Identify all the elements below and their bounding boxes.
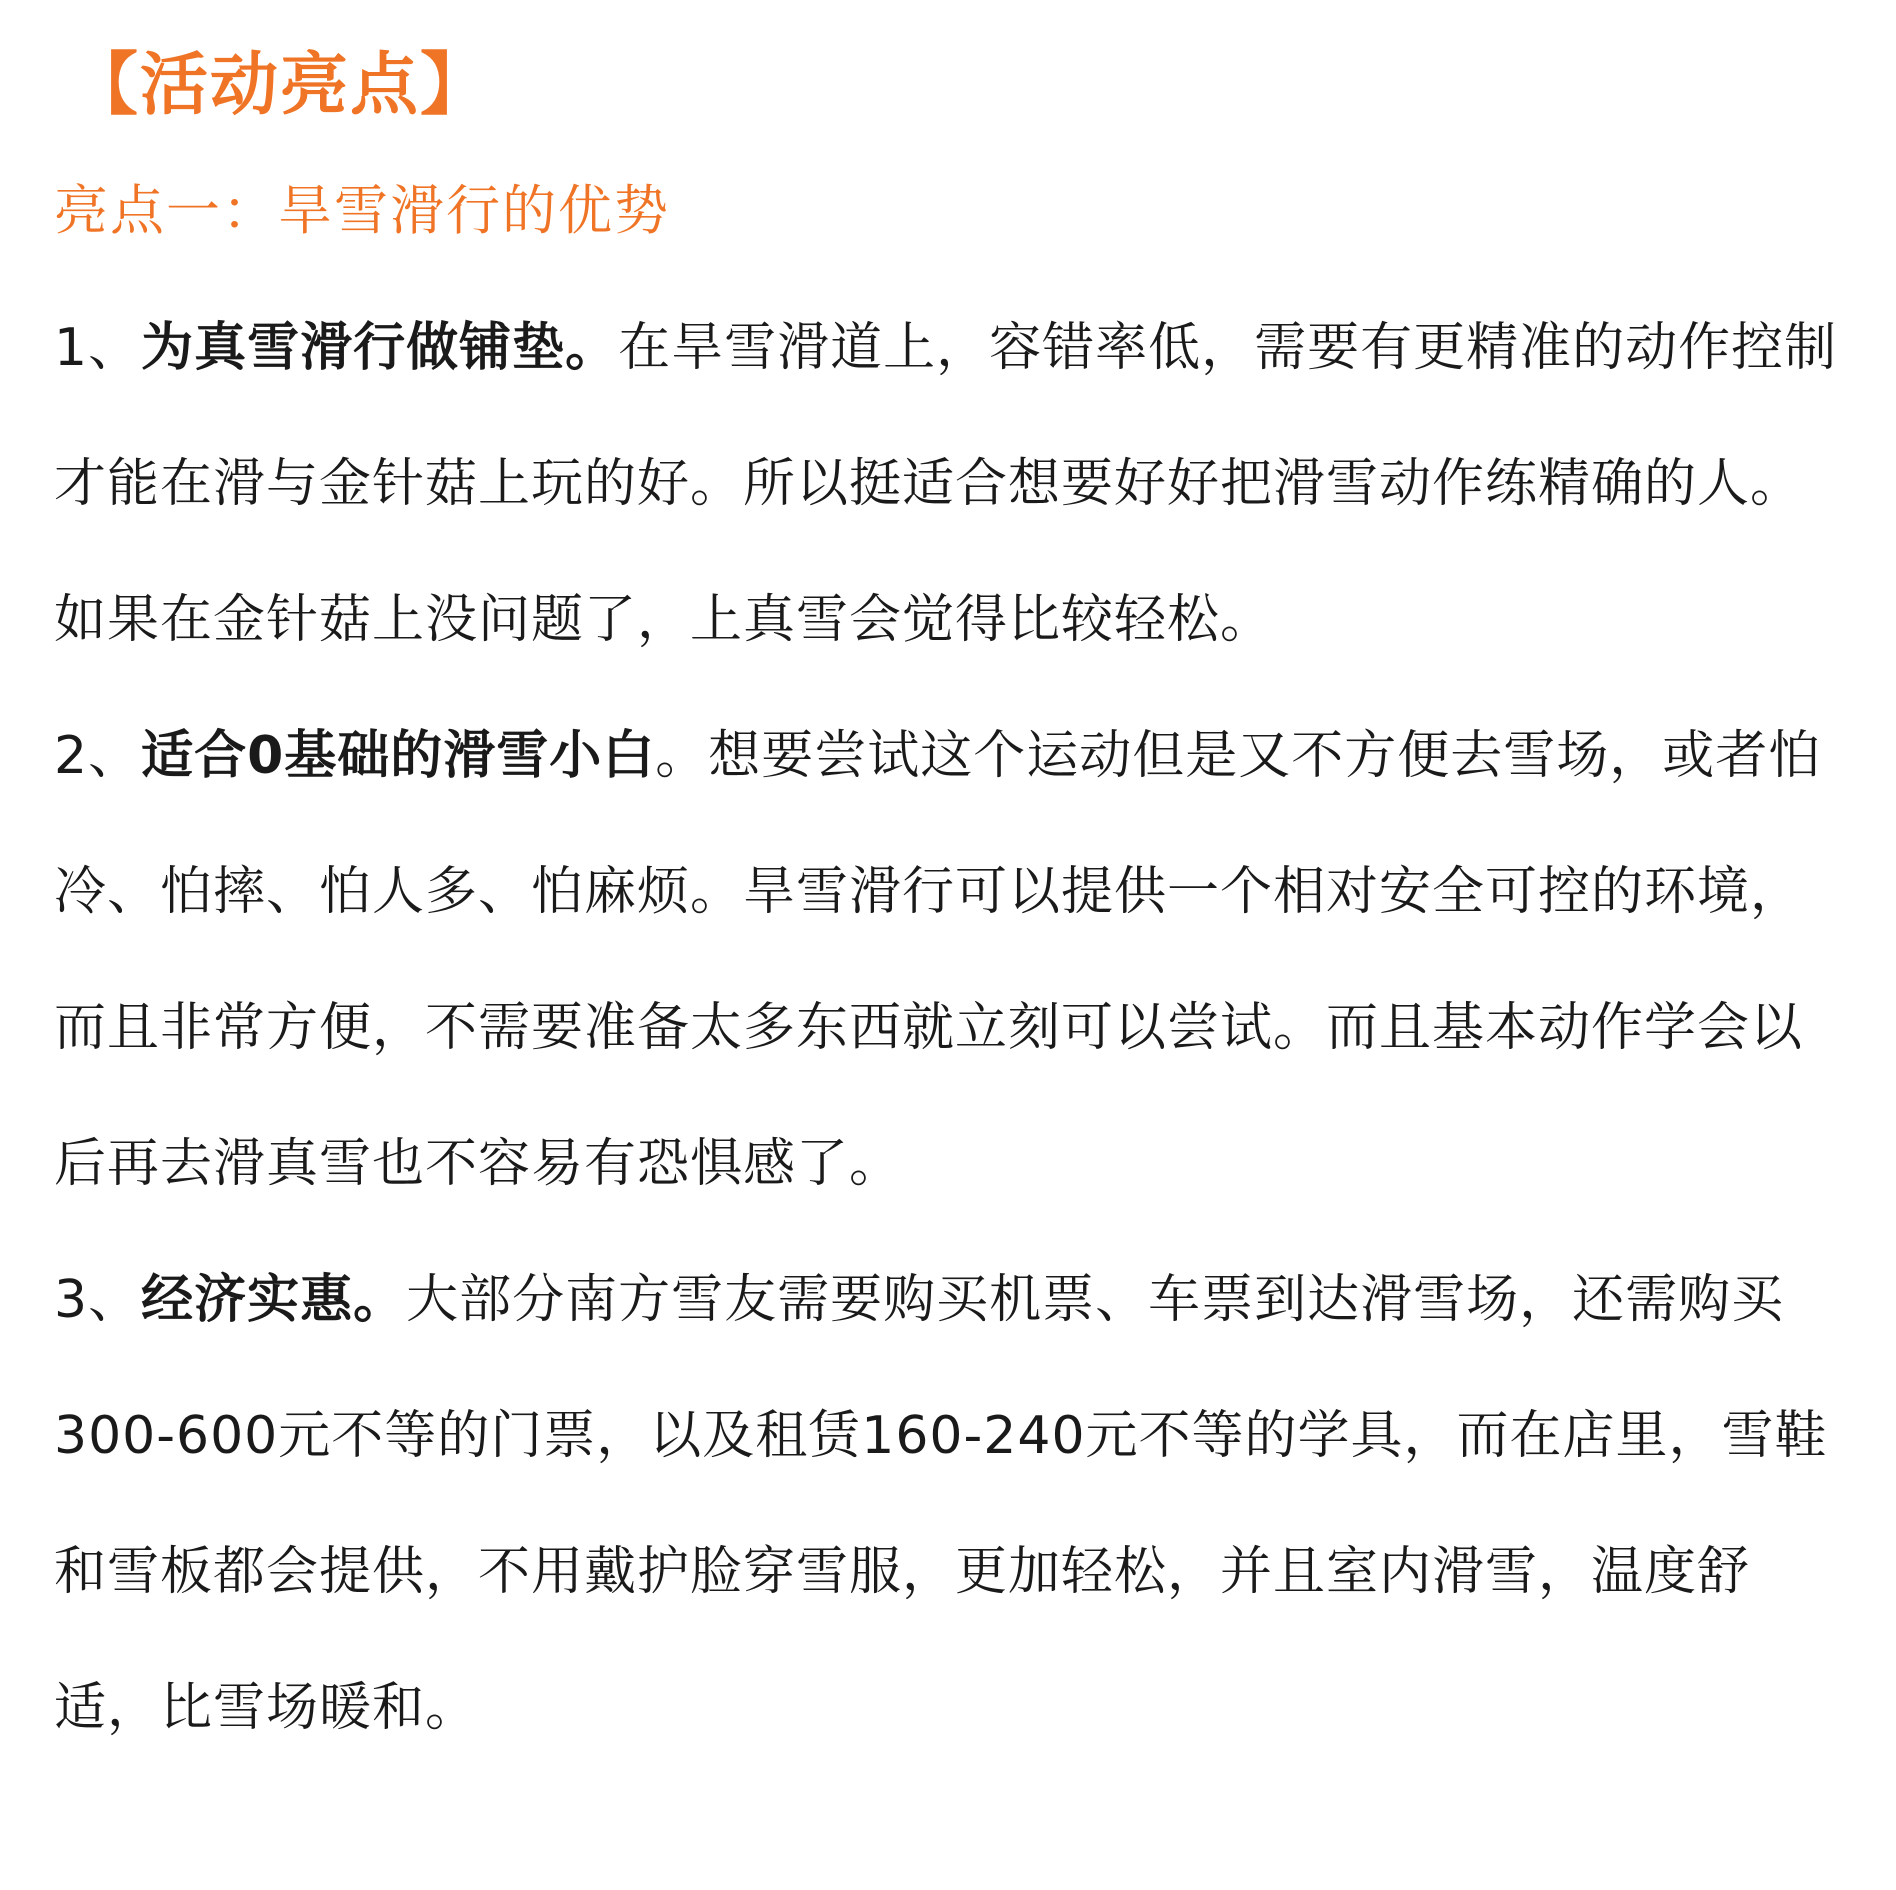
item-number: 1、 xyxy=(54,318,142,378)
item-body: 在旱雪滑道上，容错率低，需要有更精准的动作控制才能在滑与金针菇上玩的好。所以挺适合想要好好把滑雪动作练精确的人。如果在金针菇上没问题了，上真雪会觉得比较轻松。 xyxy=(54,318,1838,650)
section-subtitle: 亮点一：旱雪滑行的优势 xyxy=(54,179,670,242)
item-lead: 适合0基础的滑雪小白 xyxy=(141,726,656,786)
highlight-item-3 xyxy=(54,1232,1854,1776)
highlight-item-1 xyxy=(54,280,1854,688)
item-lead: 经济实惠。 xyxy=(141,1270,407,1330)
item-number: 3、 xyxy=(54,1270,142,1330)
item-body: 大部分南方雪友需要购买机票、车票到达滑雪场，还需购买300-600元不等的门票，以及租赁160-240元不等的学具，而在店里，雪鞋和雪板都会提供，不用戴护脸穿雪服，更加轻松，并且室内滑雪，温度舒适，比雪场暖和。 xyxy=(54,1270,1828,1738)
item-number: 2、 xyxy=(54,726,142,786)
page-title: 【活动亮点】 xyxy=(70,46,491,125)
item-lead: 为真雪滑行做铺垫。 xyxy=(141,318,619,378)
item-body: 。想要尝试这个运动但是又不方便去雪场，或者怕冷、怕摔、怕人多、怕麻烦。旱雪滑行可以提供一个相对安全可控的环境，而且非常方便，不需要准备太多东西就立刻可以尝试。而且基本动作学会以后再去滑真雪也不容易有恐惧感了。 xyxy=(54,726,1822,1194)
highlight-item-2 xyxy=(54,688,1854,1232)
